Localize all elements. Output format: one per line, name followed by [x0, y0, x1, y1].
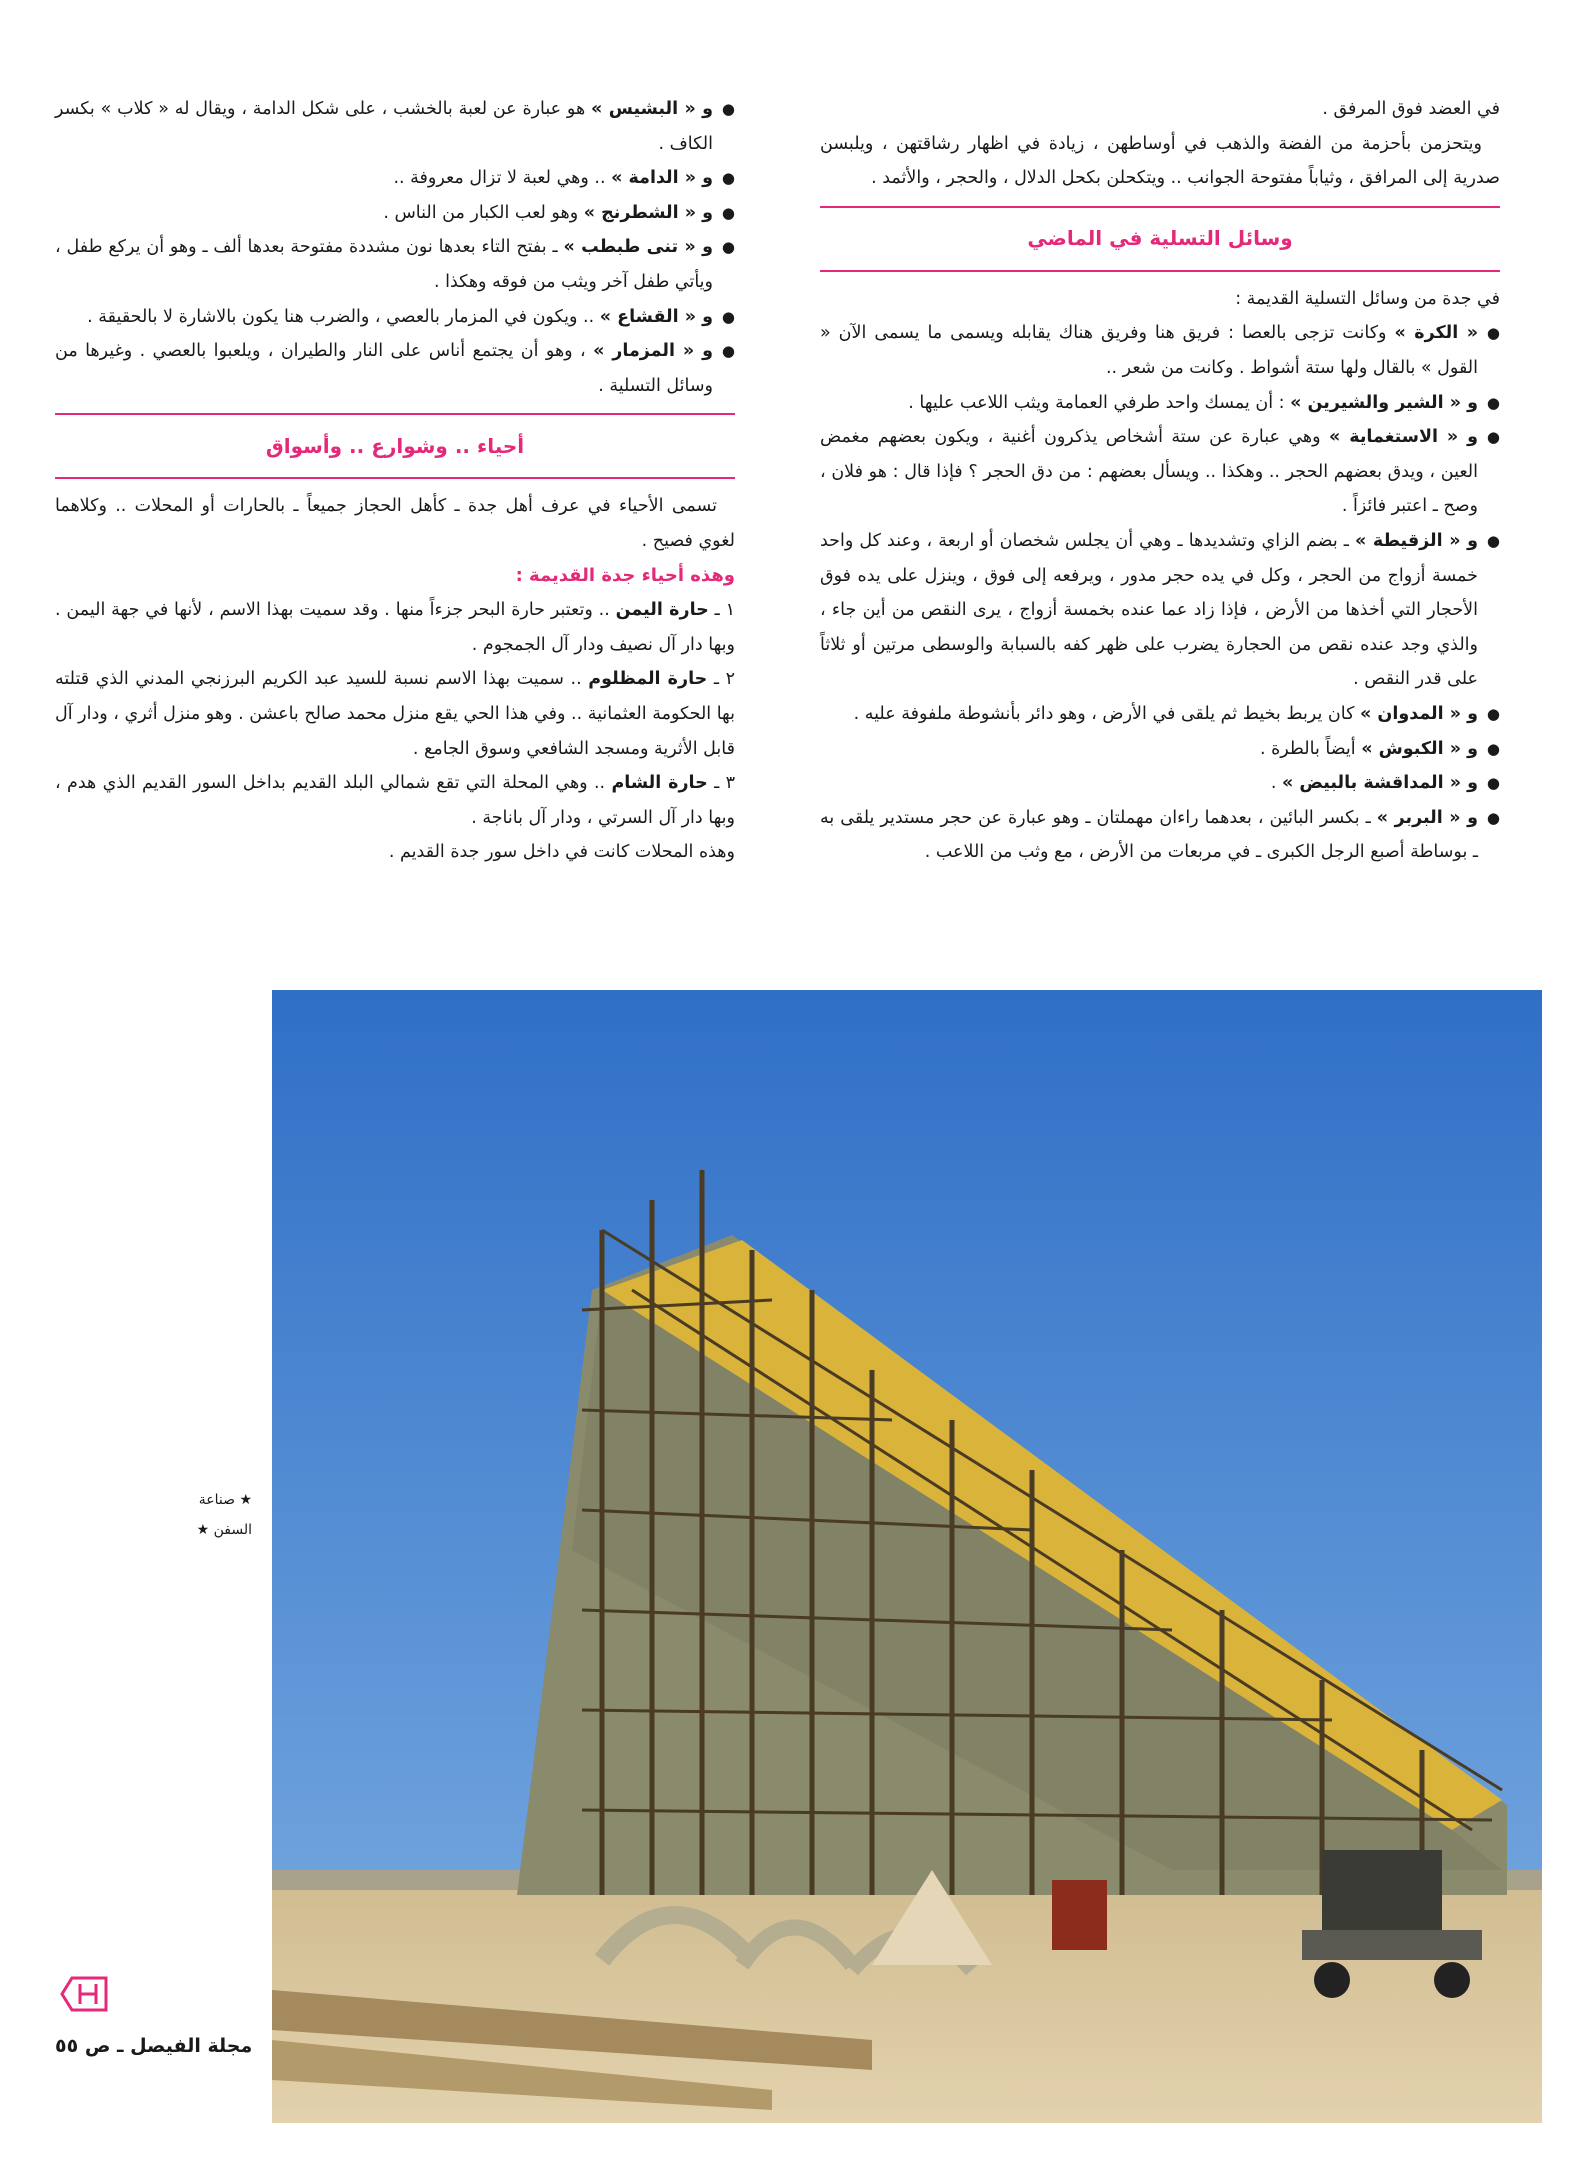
district-item: ١ ـ حارة اليمن .. وتعتبر حارة البحر جزءاً منها . وقد سميت بهذا الاسم ، لأنها في جهة اليمن . وبها دار آل نصيف ودار آل الجمجوم .	[55, 600, 735, 655]
shipbuilding-photo	[272, 990, 1542, 2123]
list-item: ● و « القشاع » .. ويكون في المزمار بالعصي ، والضرب هنا يكون بالاشارة لا بالحقيقة .	[55, 300, 735, 335]
list-item: ● و « البربر » ـ بكسر البائين ، بعدهما راءان مهملتان ـ وهو عبارة عن حجر مستدير يلقى به ـ بوساطة أصبع الرجل الكبرى ـ في مربعات من الأرض ، مع وثب من اللاعب .	[820, 801, 1500, 870]
list-item: ● و « الكبوش » أيضاً بالطرة .	[820, 732, 1500, 767]
section-heading: وسائل التسلية في الماضي	[1027, 226, 1293, 251]
paragraph: تسمى الأحياء في عرف أهل جدة ـ كأهل الحجاز جميعاً ـ بالحارات أو المحلات .. وكلاهما لغوي فصيح .	[55, 496, 735, 551]
subheading: وهذه أحياء جدة القديمة :	[515, 564, 735, 586]
list-item: ● و « الشطرنج » وهو لعب الكبار من الناس .	[55, 196, 735, 231]
left-column	[55, 92, 735, 870]
list-item: ● و « تنى طبطب » ـ بفتح التاء بعدها نون مشددة مفتوحة بعدها ألف ـ وهو أن يركع طفل ، ويأتي طفل آخر ويثب من فوقه وهكذا .	[55, 230, 735, 299]
photo-caption	[162, 1485, 252, 1545]
list-item: ● و « الاستغماية » وهي عبارة عن ستة أشخاص يذكرون أغنية ، ويكون بعضهم مغمض العين ، ويدق بعضهم الحجر .. وهكذا .. ويسأل بعضهم : من دق الحجر ؟ فإذا قال : هو فلان ، وصح ـ اعتبر فائزاً .	[820, 420, 1500, 524]
list-item: ● و « المدوان » كان يربط بخيط ثم يلقى في الأرض ، وهو دائر بأنشوطة ملفوفة عليه .	[820, 697, 1500, 732]
paragraph: في جدة من وسائل التسلية القديمة :	[1235, 288, 1500, 309]
list-item: ● و « المزمار » ، وهو أن يجتمع أناس على النار والطيران ، ويلعبوا بالعصي . وغيرها من وسائل التسلية .	[55, 334, 735, 403]
list-item: ● و « البشيس » هو عبارة عن لعبة بالخشب ، على شكل الدامة ، ويقال له « كلاب » بكسر الكاف .	[55, 92, 735, 161]
magazine-logo-icon	[58, 1974, 112, 2014]
list-item: ● و « الدامة » .. وهي لعبة لا تزال معروفة ..	[55, 161, 735, 196]
caption-line: السفن ★	[196, 1522, 252, 1538]
right-column	[820, 92, 1500, 870]
paragraph: ويتحزمن بأحزمة من الفضة والذهب في أوساطهن ، زيادة في اظهار رشاقتهن ، ويلبسن صدرية إلى المرافق ، وثياباً مفتوحة الجوانب .. ويتكحلن بكحل الدلال ، والحجر ، والأثمد .	[820, 133, 1500, 189]
list-item: ● و « الزقيطة » ـ بضم الزاي وتشديدها ـ وهي أن يجلس شخصان أو اربعة ، وعند كل واحد خمسة أزواج من الحجر ، وكل في يده حجر مدور ، ويرفعه إلى فوق ، وينزل على يده فوق الأحجار التي أخذها من الأرض ، فإذا زاد عما عنده بخمسة أزواج ، يرى النقص من أين جاء ، والذي وجد عنده نقص من الحجارة يضرب على ظهر كفه بالسبابة والوسطى مرتين أو ثلاثاً على قدر النقص .	[820, 524, 1500, 697]
section-heading-box	[55, 413, 735, 479]
district-item: ٣ ـ حارة الشام .. وهي المحلة التي تقع شمالي البلد القديم بداخل السور القديم الذي هدم ، وبها دار آل السرتي ، ودار آل باناجة .	[55, 773, 735, 828]
paragraph: في العضد فوق المرفق .	[1322, 99, 1500, 119]
photo-illustration	[272, 990, 1542, 2123]
district-item: ٢ ـ حارة المظلوم .. سميت بهذا الاسم نسبة للسيد عبد الكريم البرزنجي المدني الذي قتلته بها الحكومة العثمانية .. وفي هذا الحي يقع منزل محمد صالح باعشن . وهو منزل أثري ، ودار آل قابل الأثرية ومسجد الشافعي وسوق الجامع .	[55, 669, 735, 759]
list-item: ● و « الشير والشيرين » : أن يمسك واحد طرفي العمامة ويثب اللاعب عليها .	[820, 386, 1500, 421]
paragraph: وهذه المحلات كانت في داخل سور جدة القديم .	[388, 842, 735, 863]
section-heading: أحياء .. وشوارع .. وأسواق	[265, 434, 525, 459]
list-item: ● « الكرة » وكانت تزجى بالعصا : فريق هنا وفريق هناك يقابله ويسمى ما يسمى الآن « القول » بالقال ولها ستة أشواط . وكانت من شعر ..	[820, 316, 1500, 385]
caption-line: ★ صناعة	[198, 1492, 252, 1508]
list-item: ● و « المداقشة بالبيض » .	[820, 766, 1500, 801]
section-heading-box	[820, 206, 1500, 272]
page-footer: مجلة الفيصل ـ ص ٥٥	[55, 2035, 253, 2057]
